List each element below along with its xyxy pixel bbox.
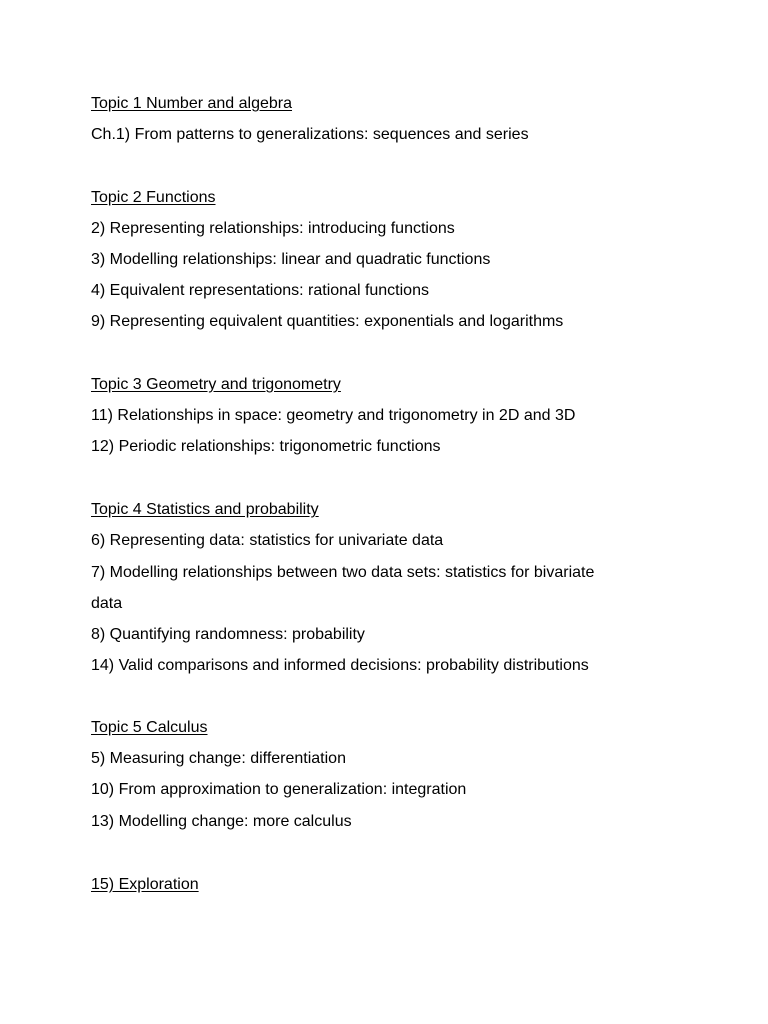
list-item: 13) Modelling change: more calculus — [91, 813, 352, 830]
list-item: 14) Valid comparisons and informed decisions: probability distributions — [91, 657, 589, 674]
section-heading-topic-3: Topic 3 Geometry and trigonometry — [91, 376, 341, 393]
list-item: data — [91, 595, 123, 612]
list-item: 9) Representing equivalent quantities: exponentials and logarithms — [91, 313, 564, 330]
section-heading-topic-5: Topic 5 Calculus — [91, 719, 208, 736]
list-item: 3) Modelling relationships: linear and quadratic functions — [91, 251, 491, 268]
section-heading-exploration: 15) Exploration — [91, 876, 199, 893]
list-item: 12) Periodic relationships: trigonometric functions — [91, 438, 441, 455]
list-item: 10) From approximation to generalization: integration — [91, 781, 467, 798]
section-heading-topic-4: Topic 4 Statistics and probability — [91, 501, 319, 518]
list-item: 5) Measuring change: differentiation — [91, 750, 346, 767]
list-item: 4) Equivalent representations: rational functions — [91, 282, 429, 299]
list-item: 2) Representing relationships: introducing functions — [91, 220, 455, 237]
list-item: 7) Modelling relationships between two data sets: statistics for bivariate — [91, 564, 595, 581]
section-heading-topic-1: Topic 1 Number and algebra — [91, 95, 293, 112]
list-item: 6) Representing data: statistics for univariate data — [91, 532, 444, 549]
list-item: 11) Relationships in space: geometry and trigonometry in 2D and 3D — [91, 407, 576, 424]
list-item: 8) Quantifying randomness: probability — [91, 626, 365, 643]
list-item: Ch.1) From patterns to generalizations: sequences and series — [91, 126, 529, 143]
section-heading-topic-2: Topic 2 Functions — [91, 189, 216, 206]
